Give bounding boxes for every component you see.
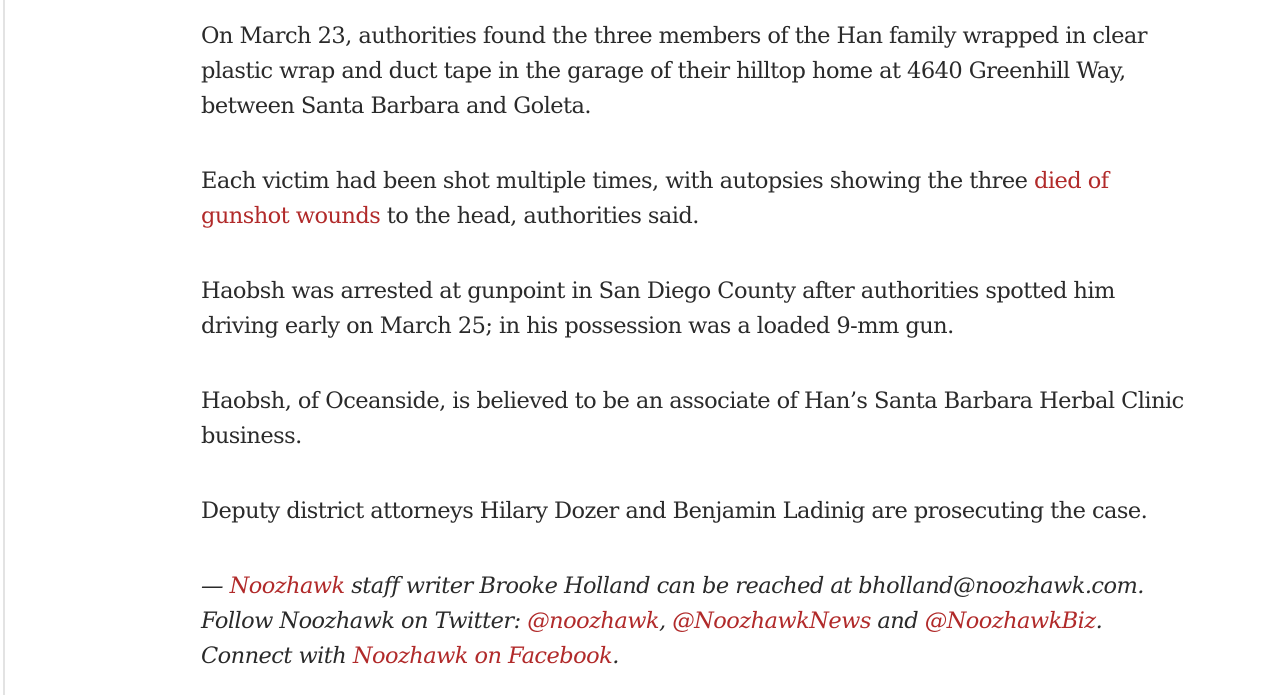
paragraph-prosecutors: Deputy district attorneys Hilary Dozer and Benjamin Ladinig are prosecuting the case.	[201, 498, 1148, 524]
twitter-noozhawknews-link[interactable]: @NoozhawkNews	[672, 608, 871, 634]
paragraph-victims-text-after: to the head, authorities said.	[380, 203, 699, 229]
left-border	[3, 0, 5, 695]
credit-period-end: .	[612, 643, 619, 669]
paragraph-discovery: On March 23, authorities found the three members of the Han family wrapped in clear plastic wrap and duct tape in the garage of their hilltop home at 4640 Greenhill Way, between Santa Barbara and Goleta.	[201, 23, 1147, 119]
noozhawk-link[interactable]: Noozhawk	[229, 573, 345, 599]
credit-period: .	[1095, 608, 1103, 634]
paragraph-victims	[201, 164, 1191, 234]
article-body	[201, 19, 1191, 674]
credit-separator: ,	[659, 608, 673, 634]
facebook-link[interactable]: Noozhawk on Facebook	[352, 643, 613, 669]
twitter-noozhawk-link[interactable]: @noozhawk	[527, 608, 659, 634]
credit-follow-text: Follow Noozhawk on Twitter:	[201, 608, 528, 634]
paragraph-arrest: Haobsh was arrested at gunpoint in San Diego County after authorities spotted him driving early on March 25; in his possession was a loaded 9-mm gun.	[201, 278, 1115, 339]
paragraph-associate: Haobsh, of Oceanside, is believed to be an associate of Han’s Santa Barbara Herbal Clinic business.	[201, 388, 1184, 449]
credit-staff-text: staff writer Brooke Holland can be reached at bholland@noozhawk.com.	[344, 573, 1144, 599]
credit-separator-and: and	[870, 608, 925, 634]
author-credit	[201, 569, 1191, 674]
credit-dash: —	[201, 573, 230, 599]
gunshot-wounds-link[interactable]: died of gunshot wounds	[201, 168, 1109, 229]
credit-connect-text: Connect with	[201, 643, 353, 669]
twitter-noozhawkbiz-link[interactable]: @NoozhawkBiz	[924, 608, 1096, 634]
paragraph-victims-text-before: Each victim had been shot multiple times, with autopsies showing the three	[201, 168, 1034, 194]
